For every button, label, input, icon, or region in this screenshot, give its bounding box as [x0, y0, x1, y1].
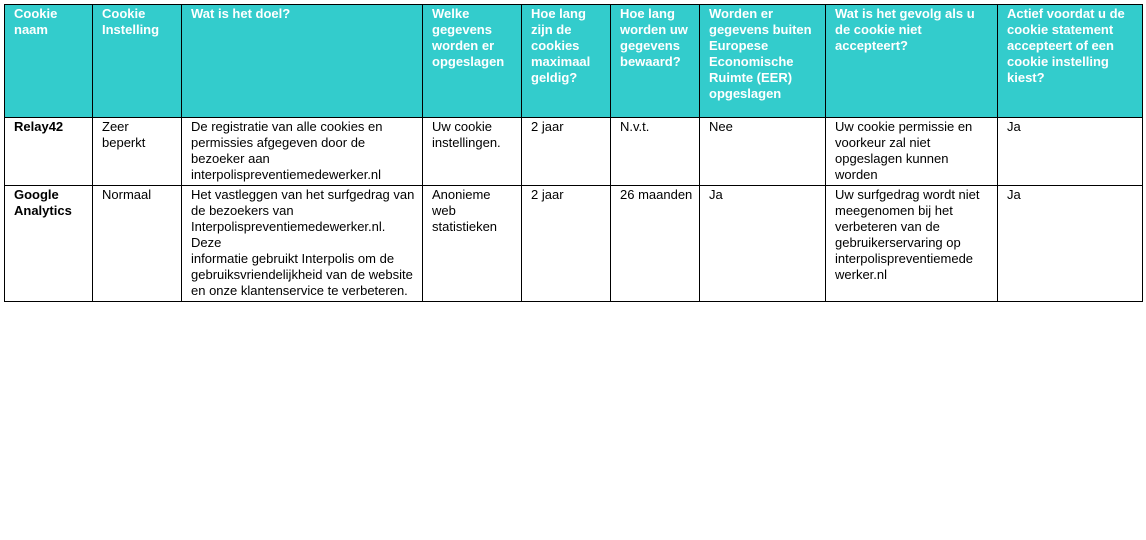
header-cookie-setting: Cookie Instelling — [93, 5, 182, 118]
data-stored-cell: Uw cookie instellingen. — [423, 118, 522, 186]
retention-cell: N.v.t. — [611, 118, 700, 186]
outside-eer-cell: Ja — [700, 186, 826, 302]
outside-eer-cell: Nee — [700, 118, 826, 186]
table-row — [5, 186, 1143, 302]
cookie-table — [4, 4, 1143, 302]
consequence-cell: Uw surfgedrag wordt niet meegenomen bij het verbeteren van de gebruikerservaring op interpolispreventiemede werker.nl — [826, 186, 998, 302]
purpose-cell: Het vastleggen van het surfgedrag van de bezoekers van Interpolispreventiemedewerker.nl. Deze informatie gebruikt Interpolis om de gebruiksvriendelijkheid van de website en onze klantenservice te verbeteren. — [182, 186, 423, 302]
header-data-stored: Welke gegevens worden er opgeslagen — [423, 5, 522, 118]
consequence-cell: Uw cookie permissie en voorkeur zal niet opgeslagen kunnen worden — [826, 118, 998, 186]
header-consequence: Wat is het gevolg als u de cookie niet accepteert? — [826, 5, 998, 118]
header-cookie-name: Cookie naam — [5, 5, 93, 118]
header-outside-eer: Worden er gegevens buiten Europese Economische Ruimte (EER) opgeslagen — [700, 5, 826, 118]
header-retention: Hoe lang worden uw gegevens bewaard? — [611, 5, 700, 118]
data-stored-cell: Anonieme web statistieken — [423, 186, 522, 302]
purpose-cell: De registratie van alle cookies en permissies afgegeven door de bezoeker aan interpolispreventiemedewerker.nl — [182, 118, 423, 186]
active-before-cell: Ja — [998, 186, 1143, 302]
header-active-before: Actief voordat u de cookie statement accepteert of een cookie instelling kiest? — [998, 5, 1143, 118]
table-row — [5, 118, 1143, 186]
cookie-setting-cell: Normaal — [93, 186, 182, 302]
cookie-name-cell: Relay42 — [5, 118, 93, 186]
max-valid-cell: 2 jaar — [522, 186, 611, 302]
header-row — [5, 5, 1143, 118]
header-max-valid: Hoe lang zijn de cookies maximaal geldig? — [522, 5, 611, 118]
active-before-cell: Ja — [998, 118, 1143, 186]
header-purpose: Wat is het doel? — [182, 5, 423, 118]
retention-cell: 26 maanden — [611, 186, 700, 302]
cookie-setting-cell: Zeer beperkt — [93, 118, 182, 186]
cookie-name-cell: Google Analytics — [5, 186, 93, 302]
max-valid-cell: 2 jaar — [522, 118, 611, 186]
